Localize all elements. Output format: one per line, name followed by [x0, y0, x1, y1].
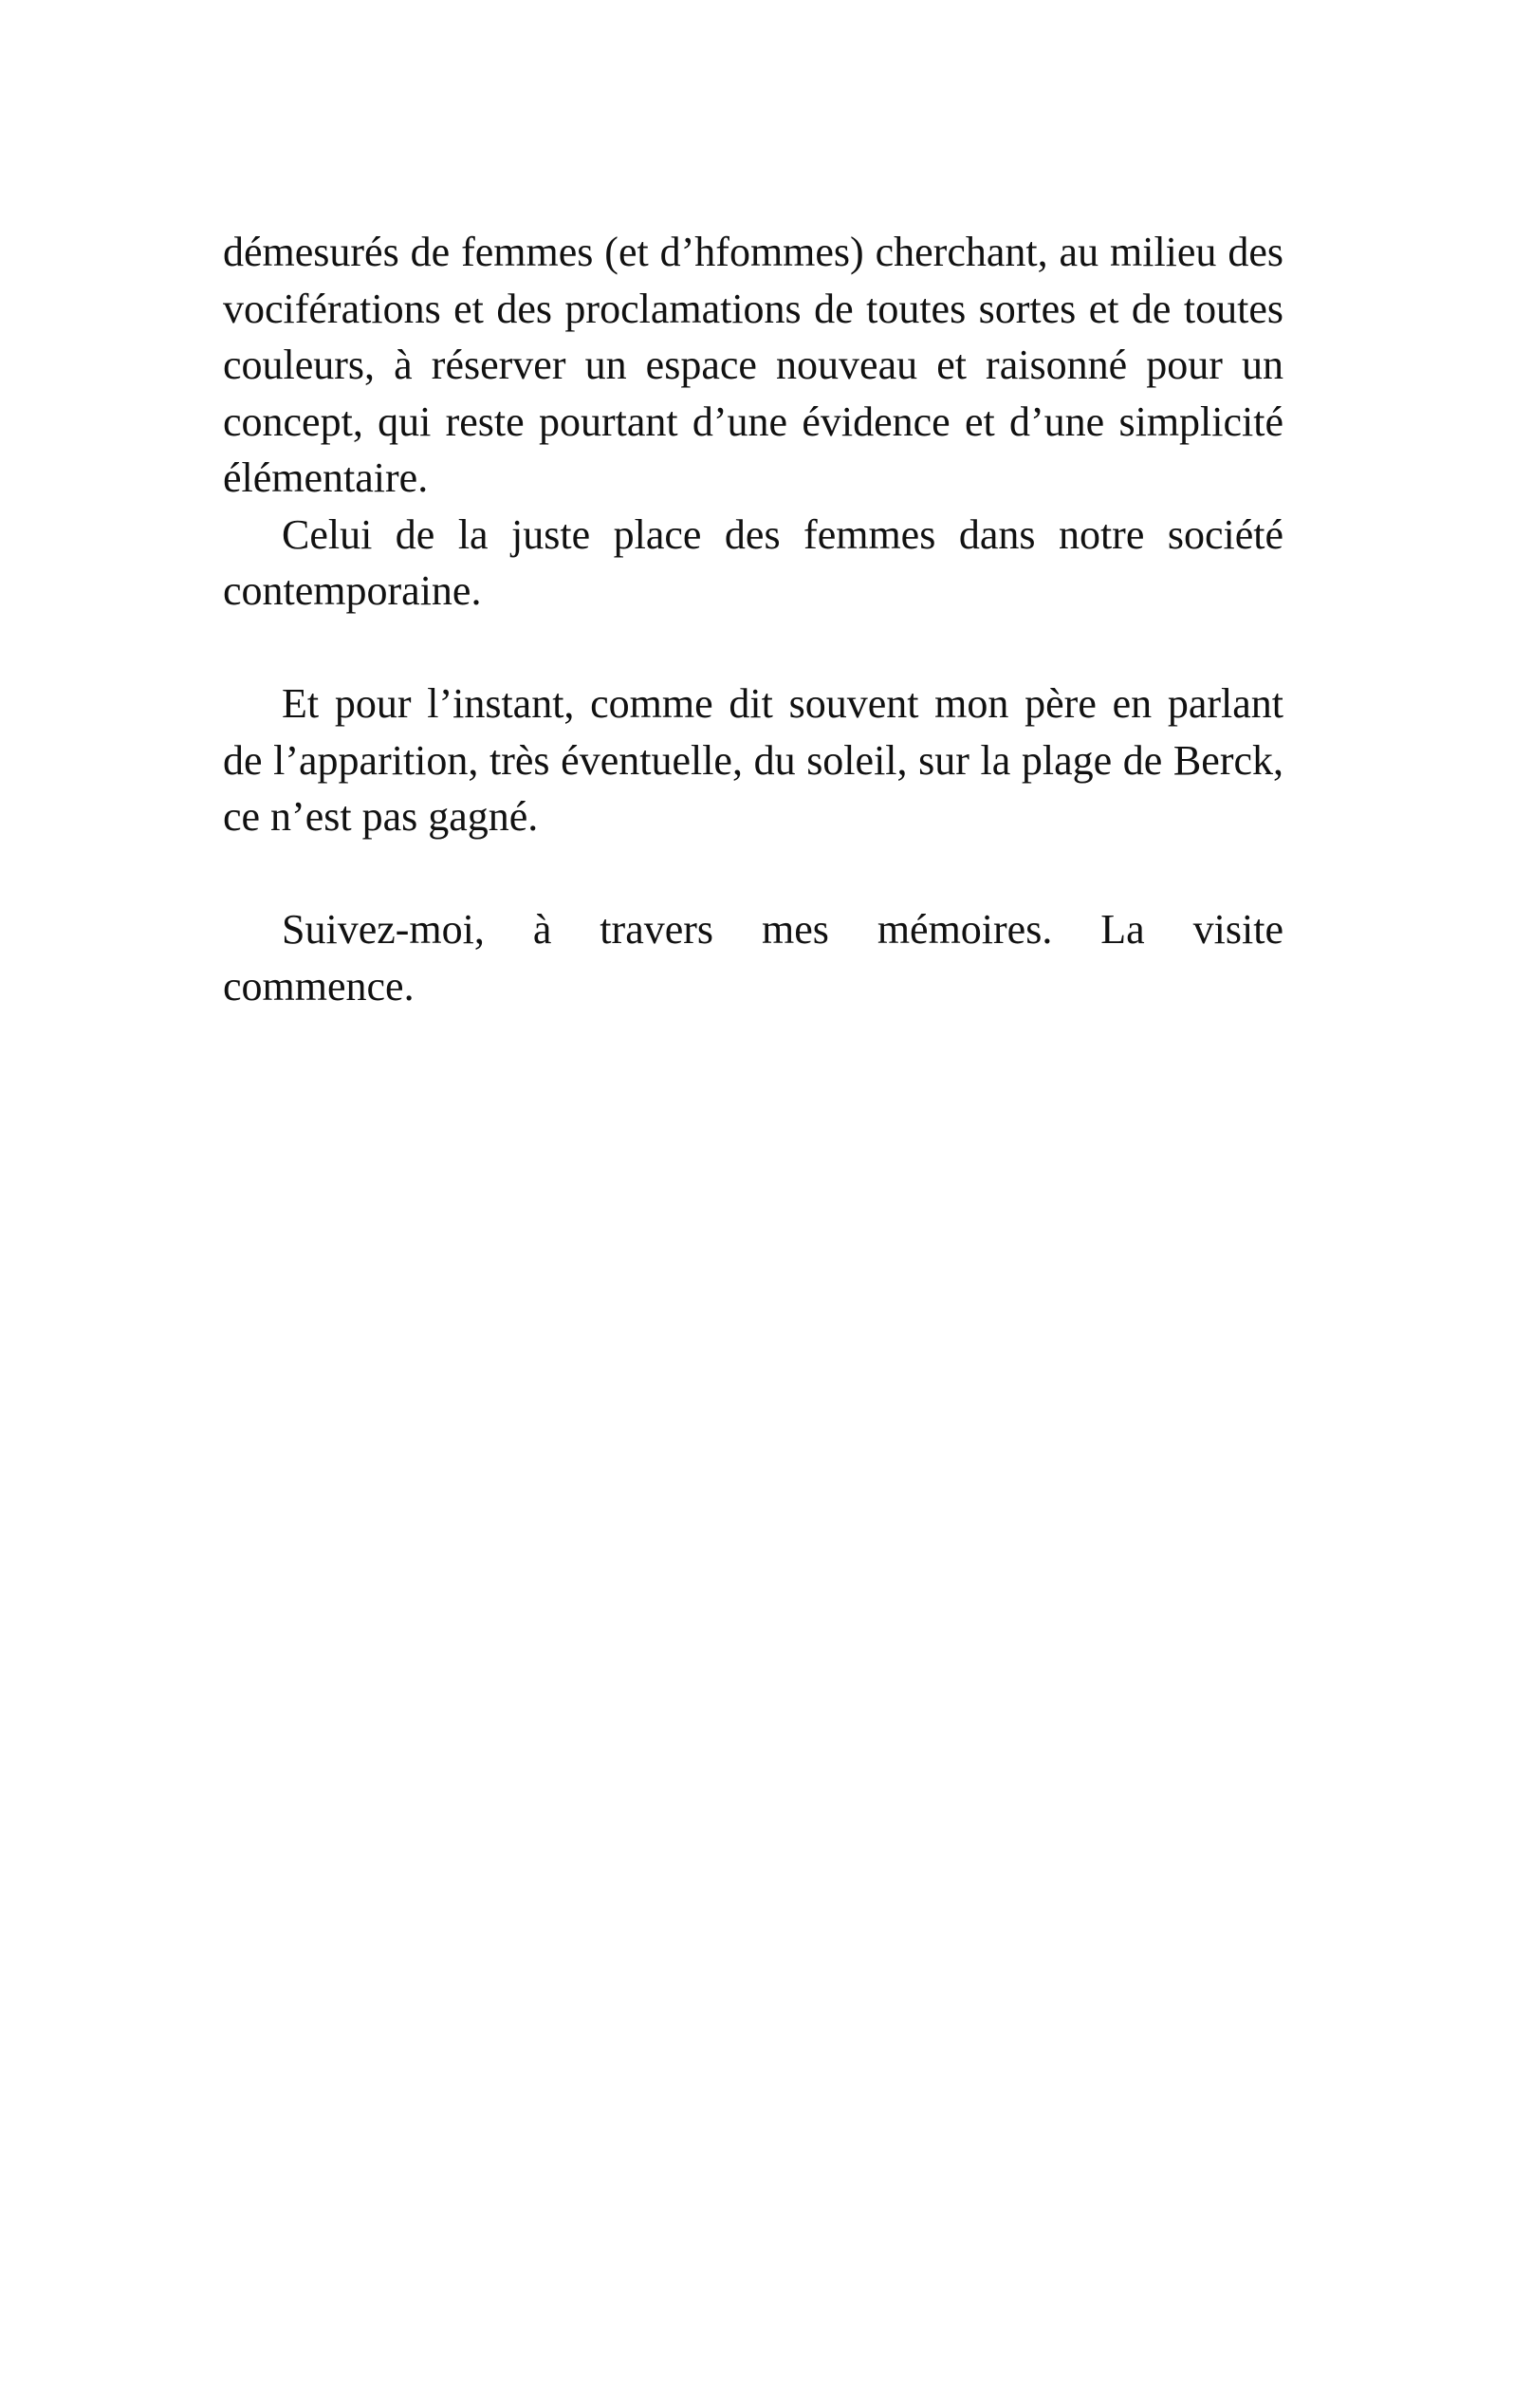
paragraph-suivez-moi-end: commence.	[223, 962, 415, 1010]
paragraph-suivez-moi: Suivez-moi, à travers mes mémoires. La visite	[282, 906, 1283, 953]
paragraph-place-des-femmes: Celui de la juste place des femmes dans notre société contemporaine.	[223, 510, 1283, 614]
body-text	[223, 224, 1283, 1014]
paragraph-continuation: démesurés de femmes (et d’hfommes) cherchant, au milieu des vociférations et des proclamations de toutes sortes et de toutes couleurs, à réserver un espace nouveau et raisonné pour un concept, qui reste pourtant d’une évidence et d’une simplicité élémentaire.	[223, 229, 1283, 501]
paragraph-pere-soleil: Et pour l’instant, comme dit souvent mon père en parlant de l’apparition, très éventuelle, du soleil, sur la plage de Berck, ce n’est pas gagné.	[223, 680, 1283, 840]
